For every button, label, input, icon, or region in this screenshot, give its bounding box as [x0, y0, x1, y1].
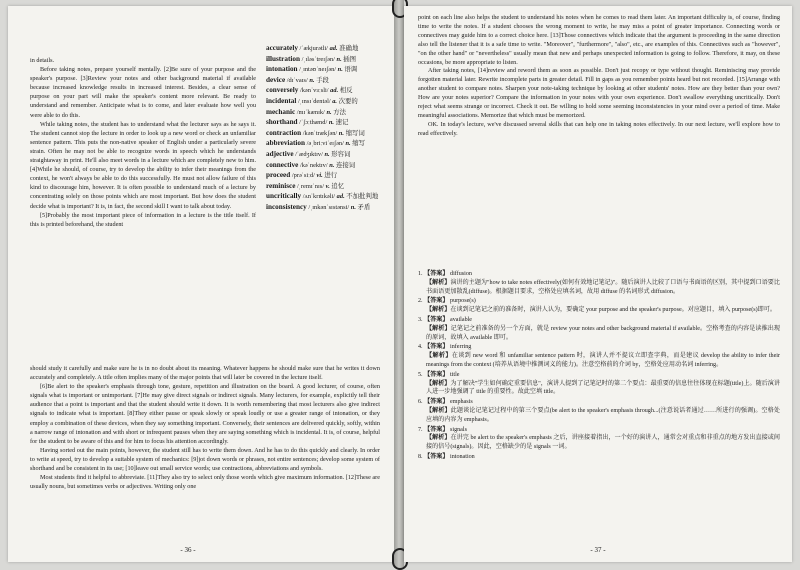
paragraph: After taking notes, [14]review and reword them as soon as possible. Don't just recopy or type without thought. Reminiscing may provide forgotten material later. Rewrite incomplete parts in greater detail. Fill in gaps as you remember points heard but not recorded. [15]Arrange with another student to compare notes. Sharpen your note-taking technique by looking at other students' notes. How are they better than your own? How are your notes superior? Compare the information in your notes with your own experience. Don't swallow everything uncritically. Don't reject what seems strange or incorrect. Check it out. Be willing to hold some seeming inconsistencies in your mind over a period of time. Make meaningful associations. Memorize that which must be memorized. [418, 67, 780, 119]
vocab-entry [266, 171, 390, 181]
vocab-meaning: 缩写 [352, 140, 366, 148]
answer-label: 【答案】 [424, 426, 449, 433]
vocab-meaning: 语调 [344, 66, 358, 74]
analysis-label: 【解析】 [426, 407, 451, 414]
vocab-word: adjective [266, 149, 294, 158]
answer-label: 【答案】 [424, 271, 449, 277]
page-number-right: - 37 - [590, 546, 606, 554]
vocab-word: contraction [266, 128, 302, 137]
vocab-phonetic: /dɪˈvaɪs/ [286, 76, 308, 84]
vocab-meaning: 次要的 [338, 97, 358, 105]
vocab-entry [266, 192, 390, 202]
paragraph: point on each line also helps the student to understand his notes when he comes to read them later. An important difficulty is, of course, finding time to write the notes. If a student chooses the wrong moment to write, he may miss a point of greater importance. Connecting words or connectives may guide him to a correct choice here. [13]Those connectives which indicate that the argument is proceeding in the same direction also tell the listener that it is a safe time to write. "Moreover", "furthermore", "also", etc., are examples of this. Connectives such as "however", "on the other hand" or "nevertheless" usually mean that new and perhaps unexpected information is going to follow. Therefore, it may, on these occasions, be more appropriate to listen. [418, 14, 780, 66]
vocab-pos: vi. [316, 172, 323, 180]
vocab-word: conversely [266, 86, 299, 95]
vocab-entry [266, 108, 390, 118]
answer-item: 6. 【答案】 emphasis 【解析】此题谈论记笔记过程中的第三个要点(be alert to the speaker's emphasis through...(注意说话者通过……所进行的强调)。空格处应填的内容为 emphasis。 [418, 399, 781, 423]
vocab-pos: n. [324, 150, 330, 158]
vocab-entry [266, 55, 390, 65]
answer-label: 【答案】 [424, 298, 449, 305]
paragraph: OK. In today's lecture, we've discussed several skills that can help one in taking notes effectively. In our next lecture, we'll explore how to read effectively. [418, 120, 780, 137]
vocab-word: reminisce [266, 181, 296, 190]
vocab-entry [266, 97, 390, 107]
answer-value: signals [450, 426, 467, 433]
vocab-phonetic: /ˌɪnsɪˈdentəl/ [297, 97, 331, 105]
vocab-phonetic: /mɪˈkænɪk/ [296, 108, 325, 116]
vocab-entry [266, 129, 390, 139]
right-text-column [418, 14, 780, 139]
page-number-left: - 36 - [180, 546, 196, 554]
vocab-meaning: 形容词 [331, 150, 351, 158]
vocab-phonetic: /ˈʃɔːthænd/ [299, 119, 328, 127]
vocab-meaning: 相反 [339, 87, 353, 95]
paragraph: [5]Probably the most important piece of information in a lecture is the title itself. If this is printed beforehand, the student [30, 211, 256, 228]
vocabulary-column [266, 44, 390, 214]
vocab-word: uncritically [266, 192, 302, 201]
answer-value: available [450, 316, 473, 323]
answer-item: 8. 【答案】 intonation [418, 453, 475, 460]
answer-value: diffusion [450, 271, 472, 277]
vocab-word: shorthand [266, 118, 298, 127]
book-gutter [394, 0, 404, 568]
vocab-pos: n. [329, 161, 335, 169]
vocab-phonetic: /ʌnˈkrɪtɪkəli/ [302, 193, 336, 201]
answer-label: 【答案】 [424, 453, 449, 460]
analysis-text: 为了解决"学生如何确定重要信息"，演讲人提到了记笔记时的第二个要点：最重要的信息往往体现在标题(title)上。随后演讲人进一步地强调了 title 的重要性。故此空填 title。 [426, 380, 781, 396]
vocab-phonetic: /ˌɪləsˈtreɪʃən/ [301, 55, 335, 63]
analysis-text: 在谈到 new word 和 unfamiliar sentence pattern 时，演讲人并不提议立即查字典，而是建议 develop the ability to infer their meanings from the context (培养从语境中推测词义的能力)。注意空格前的介词 by，空格处应用动名词 inferring。 [426, 353, 780, 368]
vocab-pos: n. [350, 203, 356, 211]
answer-item: 7. 【答案】 signals 【解析】在讲完 be alert to the speaker's emphasis 之后，讲座接着指出，一个好的演讲人，通常会对重点和非重点的地方发出直接或间接的信号(signals)。因此，空格缺少的是 signals 一词。 [418, 426, 780, 451]
left-main-column [30, 56, 256, 229]
vocab-phonetic: /ˈædʒɪktɪv/ [295, 150, 323, 158]
vocab-entry [266, 65, 390, 75]
vocab-pos: n. [309, 76, 315, 84]
vocab-entry [266, 139, 390, 149]
answer-label: 【答案】 [424, 344, 449, 351]
vocab-meaning: 不加批判地 [346, 193, 379, 201]
vocab-word: inconsistency [266, 202, 307, 211]
vocab-word: illustration [266, 54, 300, 63]
analysis-text: 在讲完 be alert to the speaker's emphasis 之后，讲座接着指出，一个好的演讲人，通常会对重点和非重点的地方发出直接或间接的信号(signals)。因此，空格缺少的是 signals 一词。 [426, 435, 780, 451]
vocab-meaning: 准确地 [339, 45, 359, 52]
vocab-pos: a. [332, 97, 338, 105]
paragraph: [6]Be alert to the speaker's emphasis through tone, gesture, repetition and illustration on the board. A good lecturer, of course, often signals what is important or unimportant. [7]He may give direct signals or indirect signals. Many lecturers, for example, explicitly tell their audience that a point is important and that the student should write it down. It is worth remembering that most lecturers also give indirect signals to indicate what is important. [8]They either pause or speak slowly or speak loudly or use a greater range of intonation, or they employ a combination of these devices, when they say something important. Conversely, their sentences are delivered quickly, softly, within a narrow range of intonation and with short or infrequent pauses when they are saying something which is incidental. It is, of course, helpful for the student to be aware of this and for him to focus his attention accordingly. [30, 383, 380, 445]
paragraph: While taking notes, the student has to understand what the lecturer says as he says it. The student cannot stop the lecture in order to look up a new word or check an unfamiliar sentence pattern. This puts the non-native speaker of English under a particularly severe strain. Often he may not be able to recognize words in speech which he understands straightaway in print. He'll also meet words in a lecture which are completely new to him. [4]While he should, of course, try to develop the ability to infer their meanings from the context, he won't always be able to do this successfully. He must not allow failure of this kind to discourage him, however. It is often possible to understand much of a lecture by concentrating solely on those points which are most important. But how does the student decide what is important? It is, in fact, the second skill I want to talk about today. [30, 120, 256, 210]
vocab-pos: n. [337, 66, 343, 74]
analysis-text: 此题谈论记笔记过程中的第三个要点(be alert to the speaker's emphasis through...(注意说话者通过……所进行的强调)。空格处应填的内容为 emphasis。 [426, 407, 781, 423]
vocab-pos: n. [336, 55, 342, 63]
answer-value: emphasis [450, 399, 473, 406]
vocab-pos: v. [325, 182, 330, 190]
vocab-pos: n. [328, 119, 334, 127]
analysis-text: 记笔记之前准备的另一个方面，就是 review your notes and other background material if available。空格考查的内容是读推出现的原词，故填入 available 即可。 [426, 325, 781, 341]
analysis-label: 【解析】 [426, 353, 452, 360]
vocab-word: intonation [266, 65, 298, 74]
paragraph: Most students find it helpful to abbreviate. [11]They also try to select only those words which give maximum information. [12]These are usually nouns, but sometimes verbs or adjectives. Writing only one [30, 474, 380, 491]
answer-label: 【答案】 [424, 399, 449, 406]
vocab-meaning: 手段 [316, 76, 329, 84]
vocab-meaning: 速记 [335, 119, 349, 127]
vocab-phonetic: /ˌremɪˈnɪs/ [297, 182, 324, 190]
vocab-phonetic: /kənˈvɜːsli/ [299, 87, 329, 95]
vocab-word: proceed [266, 171, 291, 180]
answer-label: 【答案】 [424, 316, 449, 323]
vocab-word: incidental [266, 96, 297, 105]
vocab-entry [266, 203, 390, 213]
answer-item: 4. 【答案】 inferring 【解析】在谈到 new word 和 unfamiliar sentence pattern 时，演讲人并不提议立即查字典，而是建议 develop the ability to infer their meanings from the context (培养从语境中推测词义的能力)。注意空格前的介词 by，空格处应用动名词 inferring。 [418, 344, 780, 368]
vocab-pos: ad. [330, 87, 339, 95]
analysis-label: 【解析】 [426, 380, 451, 387]
vocab-meaning: 追忆 [331, 182, 345, 190]
vocab-phonetic: /ˌɪntəʊˈneɪʃən/ [299, 66, 337, 74]
right-page [404, 6, 792, 562]
vocab-word: mechanic [266, 107, 296, 116]
answer-label: 【答案】 [424, 371, 449, 378]
left-page [8, 6, 394, 562]
vocab-word: abbreviation [266, 139, 306, 148]
vocab-entry [266, 86, 390, 96]
vocab-phonetic: /ˈækjurətli/ [299, 45, 328, 52]
vocab-entry [266, 44, 390, 54]
vocab-pos: n. [345, 140, 351, 148]
vocab-pos: ad. [329, 45, 338, 52]
vocab-phonetic: /ˌɪnkənˈsɪstənsi/ [308, 203, 350, 211]
vocab-entry [266, 182, 390, 192]
vocab-pos: ad. [336, 193, 345, 201]
vocab-meaning: 方法 [333, 108, 346, 116]
answer-item: 1. 【答案】 diffusion 【解析】演讲的主题为"how to take notes effectively(如何有效地记笔记)"。随后演讲人比较了口语与书面语的区别，其中提到口语要比书面语更加散乱(diffuse)。根据题目要求，空格处应填名词，故用 diffuse 的名词形式 diffusion。 [418, 271, 780, 295]
vocab-meaning: 矛盾 [357, 203, 371, 211]
vocab-word: connective [266, 160, 299, 169]
left-full-width-text [30, 364, 380, 491]
vocab-entry [266, 76, 390, 86]
paragraph: in details. [30, 57, 55, 64]
answer-value: title [450, 371, 460, 378]
answer-item: 2. 【答案】 purpose(s) 【解析】在谈到记笔记之前的准备时，演讲人认为，要确定 your purpose and the speaker's purpose。对应题目，填入 purpose(s)即可。 [418, 298, 776, 314]
analysis-label: 【解析】 [426, 325, 451, 332]
vocab-phonetic: /prəˈsiːd/ [291, 172, 315, 180]
paragraph: Having sorted out the main points, however, the student still has to write them down. And he has to do this quickly and clearly. In order to write at speed, try to develop a suitable system of mechanics: [9]jot down words or phrases, not entire sentences; develop some system of shorthand and be consistent in its use; [10]leave out small service words; use contractions, abbreviations and symbols. [30, 446, 380, 473]
paragraph: should study it carefully and make sure he is in no doubt about its meaning. Whatever happens he should make sure that he writes it down accurately and completely. A title often implies many of the major points that will later be covered in the lecture itself. [30, 365, 380, 382]
vocab-meaning: 缩写词 [345, 129, 365, 137]
answer-value: inferring [450, 344, 472, 351]
answer-value: purpose(s) [450, 298, 476, 305]
vocab-word: device [266, 75, 286, 84]
vocab-entry [266, 150, 390, 160]
analysis-text: 在谈到记笔记之前的准备时，演讲人认为，要确定 your purpose and the speaker's purpose。对应题目，填入 purpose(s)即可。 [450, 307, 776, 314]
vocab-phonetic: /əˌbriːviˈeɪʃən/ [306, 140, 344, 148]
analysis-label: 【解析】 [426, 435, 451, 442]
vocab-phonetic: /kənˈtrækʃən/ [302, 129, 338, 137]
vocab-meaning: 进行 [324, 172, 338, 180]
vocab-entry [266, 161, 390, 171]
answer-item: 5. 【答案】 title 【解析】为了解决"学生如何确定重要信息"，演讲人提到了记笔记时的第二个要点：最重要的信息往往体现在标题(title)上。随后演讲人进一步地强调了 title 的重要性。故此空填 title。 [418, 371, 781, 396]
vocab-meaning: 连接词 [336, 161, 356, 169]
analysis-label: 【解析】 [426, 279, 451, 286]
vocab-entry [266, 118, 390, 128]
answer-key [418, 270, 780, 463]
vocab-pos: n. [338, 129, 344, 137]
answer-item: 3. 【答案】 available 【解析】记笔记之前准备的另一个方面，就是 review your notes and other background material if available。空格考查的内容是读推出现的原词，故填入 available 即可。 [418, 316, 781, 341]
vocab-phonetic: /kəˈnektɪv/ [299, 161, 328, 169]
vocab-pos: n. [326, 108, 332, 116]
paragraph: Before taking notes, prepare yourself mentally. [2]Be sure of your purpose and the speaker's purpose. [3]Review your notes and other background material if available because increased knowledge results in increased interest. Besides, a clear sense of purpose on your part will make the speaker's content more relevant. Be ready to understand and remember. Anticipate what is to come, and later evaluate how well you were able to do this. [30, 66, 256, 119]
analysis-label: 【解析】 [426, 307, 451, 314]
vocab-word: accurately [266, 44, 298, 52]
answer-value: intonation [450, 453, 475, 460]
vocab-meaning: 插图 [343, 55, 357, 63]
analysis-text: 演讲的主题为"how to take notes effectively(如何有效地记笔记)"。随后演讲人比较了口语与书面语的区别，其中提到口语要比书面语更加散乱(diffuse)。根据题目要求，空格处应填名词，故用 diffuse 的名词形式 diffusion。 [426, 279, 780, 295]
